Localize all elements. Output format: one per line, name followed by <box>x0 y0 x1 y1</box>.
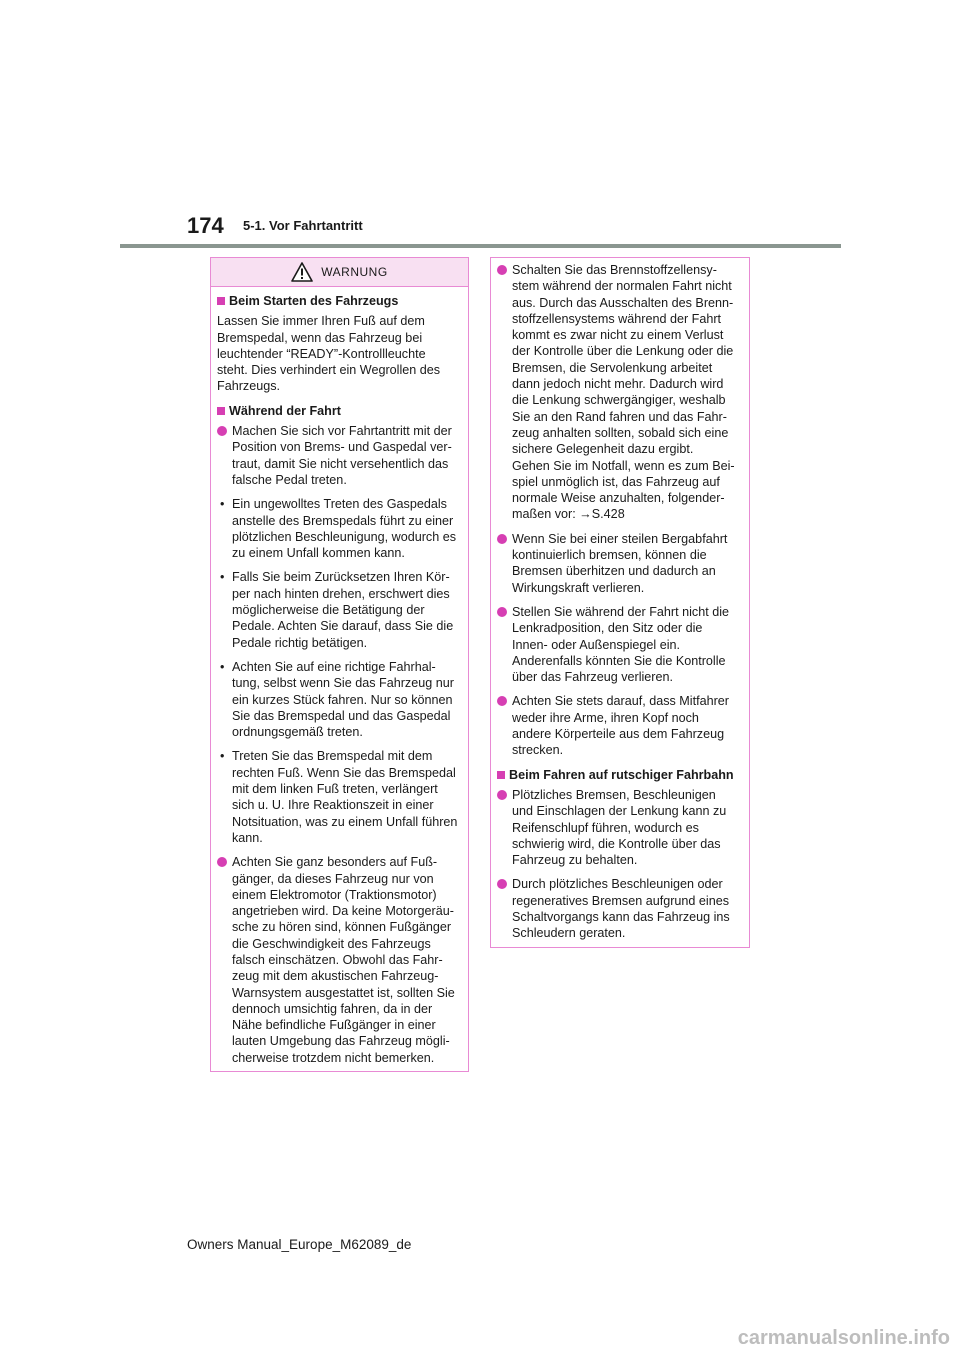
list-item <box>497 693 739 758</box>
list-item <box>497 604 739 685</box>
square-bullet-icon <box>217 407 225 415</box>
heading-text: Beim Starten des Fahrzeugs <box>229 294 399 308</box>
section-heading <box>217 403 458 419</box>
circle-bullet-icon <box>497 879 507 889</box>
circle-bullet-icon <box>497 696 507 706</box>
dot-bullet: • <box>220 749 225 764</box>
list-item <box>497 531 739 596</box>
circle-bullet-icon <box>497 265 507 275</box>
list-item <box>217 854 458 1066</box>
circle-bullet-icon <box>217 857 227 867</box>
square-bullet-icon <box>497 771 505 779</box>
list-item-text: Schalten Sie das Brennstoffzellensy- stem während der normalen Fahrt nicht aus. Durch das Ausschalten des Brenn- stoffzellensystems während der Fahrt kommt es zwar nicht zu einem Verlust der Kontrolle über die Lenkung oder die Bremsen, die Servolenkung arbeitet dann jedoch nicht mehr. Dadurch wird die Lenkung schwergängiger, weshalb Sie an den Rand fahren und das Fahr- zeug anhalten sollten, sobald sich eine sichere Gelegenheit dazu ergibt. Gehen Sie im Notfall, wenn es zum Bei- spiel unmöglich ist, das Fahrzeug auf normale Weise anzuhalten, folgender- maßen vor: →S.428 <box>512 263 735 522</box>
paragraph: Lassen Sie immer Ihren Fuß auf dem Bremspedal, wenn das Fahrzeug bei leuchtender “READY”-Kontrollleuchte steht. Dies verhindert ein Wegrollen des Fahrzeugs. <box>217 314 441 394</box>
section-heading <box>217 293 458 309</box>
circle-bullet-icon <box>217 426 227 436</box>
list-item-text: Stellen Sie während der Fahrt nicht die Lenkradposition, den Sitz oder die Innen- oder Außenspiegel ein. Anderenfalls könnten Sie die Kontrolle über das Fahrzeug verlieren. <box>512 604 730 685</box>
page-number: 174 <box>187 213 224 238</box>
list-item-text: Achten Sie ganz besonders auf Fuß- gänger, da dieses Fahrzeug nur von einem Elektromotor (Traktionsmotor) angetrieben wird. Da keine Motorgeräu- sche zu hören sind, können Fußgänger die Geschwindigkeit des Fahrzeugs falsch einschätzen. Obwohl das Fahr- zeug mit dem akustischen Fahrzeug- Warnsystem ausgestattet ist, sollten Sie dennoch umsichtig fahren, da in der Nähe befindliche Fußgänger in einer lauten Umgebung das Fahrzeug mögli- cherweise trotzdem nicht bemerken. <box>232 855 455 1065</box>
warning-box-right <box>490 257 750 948</box>
list-item-text: Achten Sie stets darauf, dass Mitfahrer weder ihre Arme, ihren Kopf noch andere Körperteile aus dem Fahrzeug strecken. <box>512 694 729 758</box>
dot-bullet: • <box>220 497 225 512</box>
warning-header <box>211 258 468 287</box>
circle-bullet-icon <box>497 790 507 800</box>
circle-bullet-icon <box>497 534 507 544</box>
square-bullet-icon <box>217 297 225 305</box>
list-item-text: Wenn Sie bei einer steilen Bergabfahrt kontinuierlich bremsen, können die Bremsen überhitzen und dadurch an Wirkungskraft verlieren. <box>512 531 728 595</box>
dot-bullet: • <box>220 659 225 674</box>
watermark: carmanualsonline.info <box>737 1327 950 1349</box>
section-title: 5-1. Vor Fahrtantritt <box>243 218 363 233</box>
warning-content <box>491 258 749 958</box>
sub-list-item <box>217 748 458 846</box>
circle-bullet-icon <box>497 607 507 617</box>
footer-doc-id: Owners Manual_Europe_M62089_de <box>187 1237 412 1252</box>
sub-list-item <box>217 659 458 740</box>
sub-list-item-text: Treten Sie das Bremspedal mit dem rechten Fuß. Wenn Sie das Bremspedal mit dem linken Fuß treten, verlängert sich u. U. Ihre Reaktionszeit in einer Notsituation, was zu einem Unfall führen kann. <box>232 749 458 845</box>
sub-list-item-text: Ein ungewolltes Treten des Gaspedals anstelle des Bremspedals führt zu einer plötzlichen Beschleunigung, wodurch es zu einem Unfall kommen kann. <box>232 497 457 561</box>
sub-list-item <box>217 569 458 650</box>
warning-content <box>211 287 468 1082</box>
list-item-text: Machen Sie sich vor Fahrtantritt mit der Position von Brems- und Gaspedal ver- traut, damit Sie nicht versehentlich das falsche Pedal treten. <box>232 424 452 487</box>
list-item-text: Plötzliches Bremsen, Beschleunigen und Einschlagen der Lenkung kann zu Reifenschlupf führen, wodurch es schwierig wird, die Kontrolle über das Fahrzeug zu behalten. <box>512 787 727 868</box>
sub-list-item <box>217 496 458 561</box>
dot-bullet: • <box>220 570 225 585</box>
warning-box-left <box>210 257 469 1072</box>
list-item <box>497 787 739 868</box>
list-item <box>497 876 739 941</box>
sub-list-item-text: Falls Sie beim Zurücksetzen Ihren Kör- per nach hinten drehen, erschwert dies möglicherweise die Betätigung der Pedale. Achten Sie darauf, dass Sie die Pedale richtig betätigen. <box>232 570 454 650</box>
list-item <box>497 262 739 523</box>
warning-label: WARNUNG <box>321 265 388 279</box>
heading-text: Während der Fahrt <box>229 403 341 418</box>
list-item-text: Durch plötzliches Beschleunigen oder regeneratives Bremsen aufgrund eines Schaltvorgangs kann das Fahrzeug ins Schleudern geraten. <box>512 877 730 941</box>
warning-triangle-icon <box>291 262 313 282</box>
heading-text: Beim Fahren auf rutschiger Fahrbahn <box>509 767 734 782</box>
header-rule <box>120 244 841 248</box>
section-heading <box>497 767 739 783</box>
list-item <box>217 423 458 488</box>
sub-list-item-text: Achten Sie auf eine richtige Fahrhal- tung, selbst wenn Sie das Fahrzeug nur ein kurzes Stück fahren. Nur so können Sie das Bremspedal und das Gaspedal ordnungsgemäß treten. <box>232 659 454 740</box>
